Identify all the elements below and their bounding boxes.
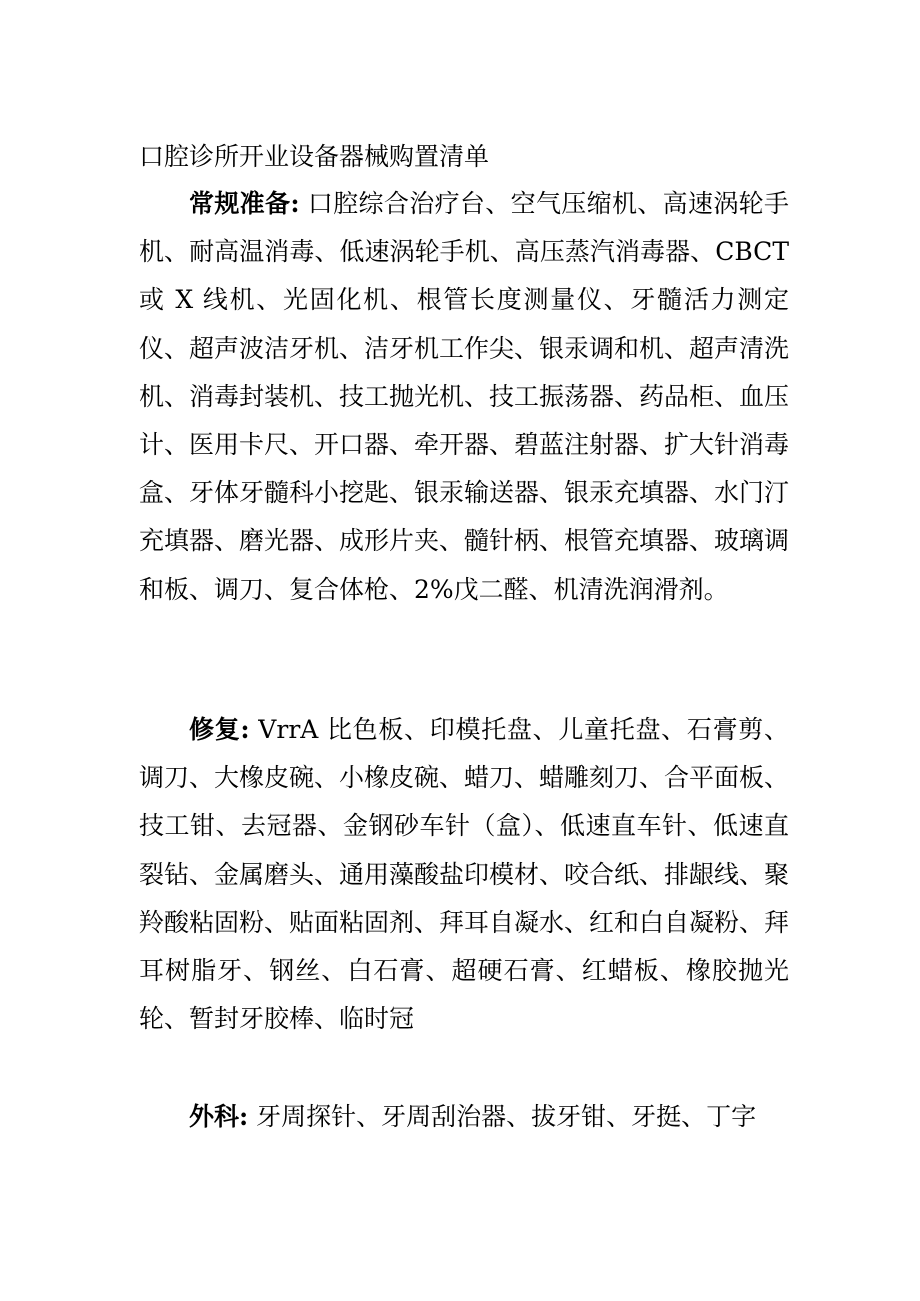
section-surgery bbox=[139, 1093, 789, 1141]
section-content: VrrA 比色板、印模托盘、儿童托盘、石膏剪、调刀、大橡皮碗、小橡皮碗、蜡刀、蜡雕刻刀、合平面板、技工钳、去冠器、金钢砂车针（盒）、低速直车针、低速直裂钻、金属磨头、通用藻酸盐印模材、咬合纸、排龈线、聚羚酸粘固粉、贴面粘固剂、拜耳自凝水、红和白自凝粉、拜耳树脂牙、钢丝、白石膏、超硬石膏、红蜡板、橡胶抛光轮、暂封牙胶棒、临时冠 bbox=[139, 715, 790, 1034]
section-label: 修复: bbox=[189, 715, 250, 744]
section-restoration bbox=[139, 706, 789, 1043]
section-content: 牙周探针、牙周刮治器、拔牙钳、牙挺、丁字 bbox=[248, 1102, 757, 1131]
section-general-preparation bbox=[139, 180, 789, 614]
document-title: 口腔诊所开业设备器械购置清单 bbox=[139, 142, 490, 171]
section-label: 外科: bbox=[189, 1102, 249, 1131]
section-label: 常规准备: bbox=[189, 189, 300, 218]
section-content: 口腔综合治疗台、空气压缩机、高速涡轮手机、耐高温消毒、低速涡轮手机、高压蒸汽消毒器、CBCT 或 X 线机、光固化机、根管长度测量仪、牙髓活力测定仪、超声波洁牙机、洁牙机工作尖、银汞调和机、超声清洗机、消毒封装机、技工抛光机、技工振荡器、药品柜、血压计、医用卡尺、开口器、牵开器、碧蓝注射器、扩大针消毒盒、牙体牙髓科小挖匙、银汞输送器、银汞充填器、水门汀充填器、磨光器、成形片夹、髓针柄、根管充填器、玻璃调和板、调刀、复合体枪、2%戊二醛、机清洗润滑剂。 bbox=[139, 189, 790, 604]
